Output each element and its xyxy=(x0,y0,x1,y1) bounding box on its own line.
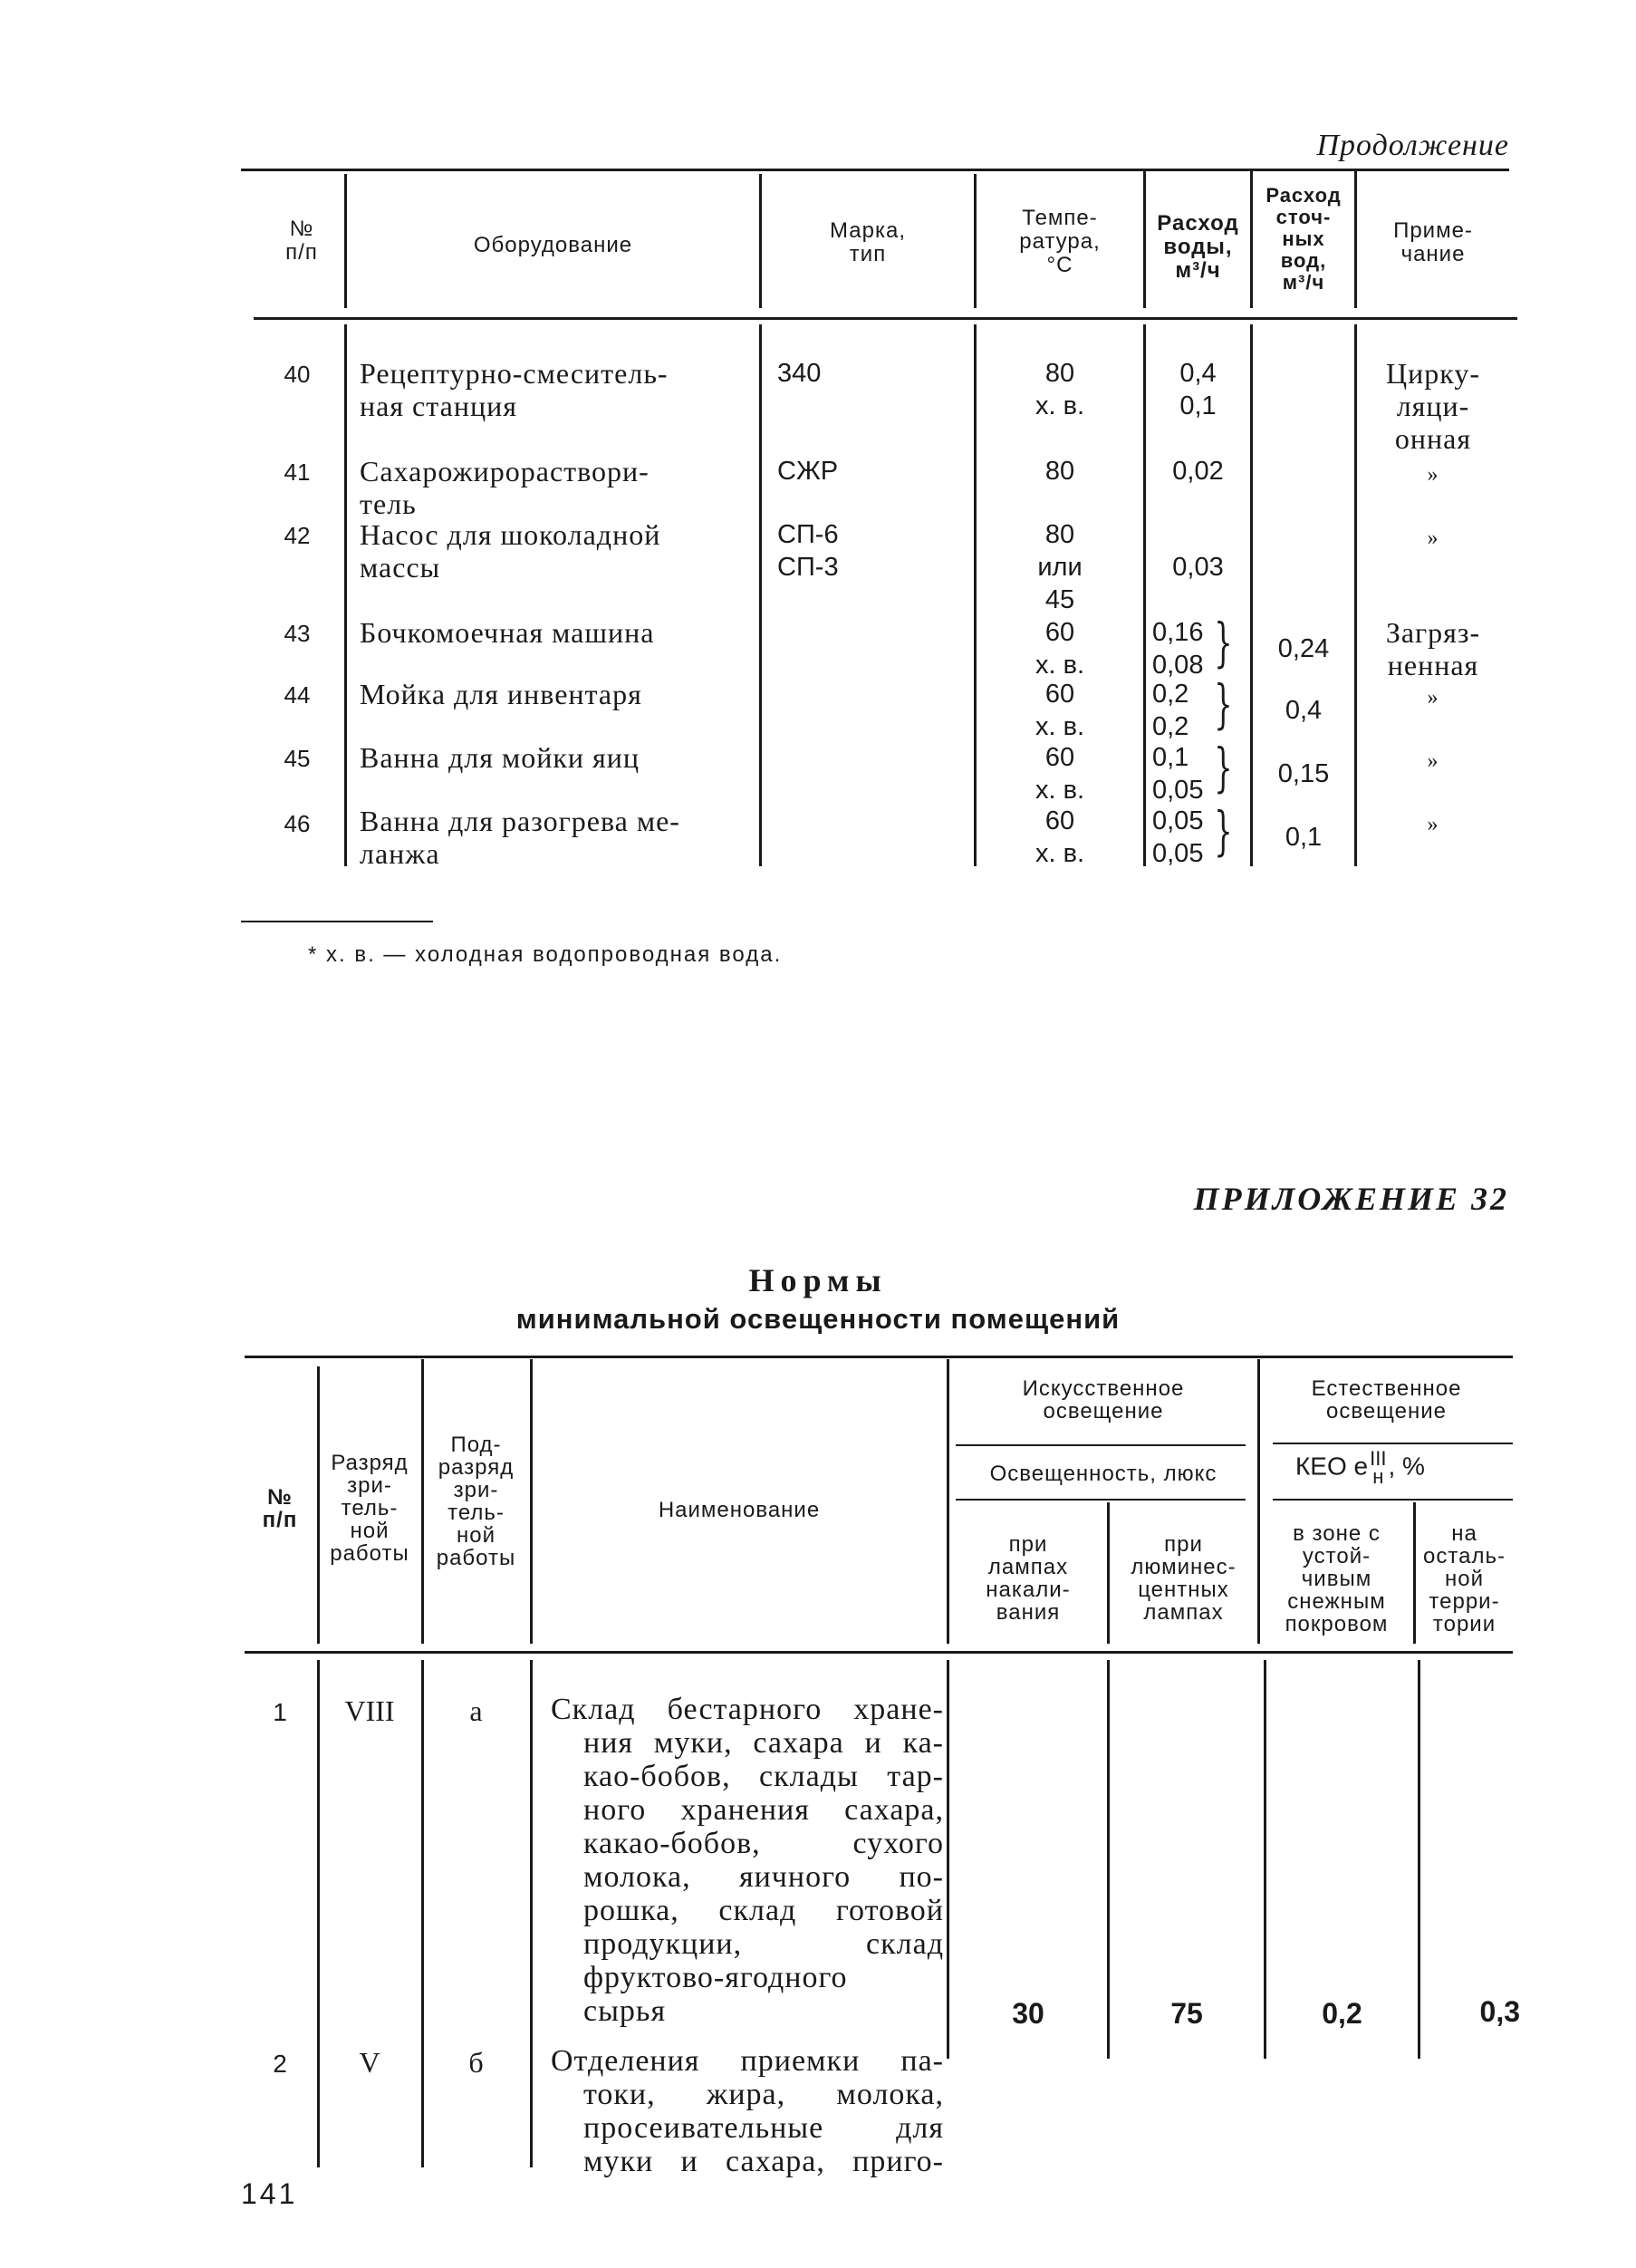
footnote-rule xyxy=(241,921,433,922)
row-number: 43 xyxy=(284,620,311,647)
note-value: Цирку- ляци- онная xyxy=(1386,357,1480,455)
visual-work-rank: VIII xyxy=(344,1694,395,1727)
waste-flow-value: 0,24 xyxy=(1277,634,1330,663)
equipment-brand: 340 xyxy=(777,359,822,388)
table2-top-rule xyxy=(245,1356,1513,1358)
note-value: Загряз- ненная xyxy=(1385,616,1481,681)
equipment-brand: СЖР xyxy=(777,457,839,486)
table1-header-equipment: Оборудование xyxy=(473,233,633,257)
brace-icon: } xyxy=(1214,800,1233,862)
water-flow-value: 0,4 0,1 xyxy=(1179,359,1217,420)
table1-header-brand: Марка, тип xyxy=(830,218,906,266)
waste-flow-value: 0,1 xyxy=(1285,823,1323,852)
row-number: 45 xyxy=(284,745,311,772)
row-number: 1 xyxy=(273,1698,287,1726)
table1-header-water-flow: Расход воды, м³/ч xyxy=(1157,211,1239,283)
keo-label: КЕО е xyxy=(1295,1452,1369,1481)
table2-header-snow-zone: в зоне с устой- чивым снежным покровом xyxy=(1285,1521,1389,1636)
keo-superscript: III xyxy=(1370,1447,1387,1470)
row-number: 44 xyxy=(284,681,311,709)
footnote: * х. в. — холодная водопроводная вода. xyxy=(308,942,783,967)
table2-header-subrank: Под- разряд зри- тель- ной работы xyxy=(436,1433,516,1570)
table2-header-keo xyxy=(1295,1447,1425,1488)
illuminance-fluorescent-value: 75 xyxy=(1170,1997,1203,2030)
temperature-value: 60 х. в. xyxy=(1035,618,1085,680)
note-value: » xyxy=(1427,526,1439,550)
row-number: 2 xyxy=(273,2050,287,2078)
table1-top-rule xyxy=(241,169,1509,171)
temperature-value: 80 х. в. xyxy=(1035,359,1085,420)
room-name: Отделения приемки па- токи, жира, молока, просеивательные для муки и сахара, приго- xyxy=(551,2044,944,2178)
table1-header-waste-flow: Расход сточ- ных вод, м³/ч xyxy=(1265,184,1342,294)
row-number: 46 xyxy=(284,810,311,837)
table2-header-incandescent: при лампах накали- вания xyxy=(986,1532,1071,1625)
water-flow-value: 0,1 0,05 xyxy=(1152,743,1204,805)
table2-header-num: № п/п xyxy=(262,1485,298,1532)
keo-other-territory-value: 0,3 xyxy=(1479,1995,1520,2028)
table2-title: Нормы xyxy=(748,1262,888,1298)
table2-subtitle: минимальной освещенности помещений xyxy=(515,1303,1121,1335)
note-value: » xyxy=(1427,749,1439,773)
waste-flow-value: 0,4 xyxy=(1285,696,1323,725)
brace-icon: } xyxy=(1214,737,1233,798)
table2-header-rule xyxy=(245,1651,1513,1654)
note-value: » xyxy=(1427,463,1439,487)
visual-work-subrank: б xyxy=(468,2046,484,2079)
temperature-value: 60 х. в. xyxy=(1035,743,1085,805)
water-flow-value: 0,03 xyxy=(1172,553,1224,582)
visual-work-rank: V xyxy=(359,2046,380,2079)
water-flow-value: 0,02 xyxy=(1172,457,1224,486)
room-name: Склад бестарного хране- ния муки, сахара и ка- као-бобов, склады тар- ного хранения сахара, какао-бобов, сухого молока, яичного по- рошка, склад готовой продукции, склад фруктово-ягодного сырья xyxy=(551,1693,944,2028)
equipment-name: Рецептурно-смеситель- ная станция xyxy=(360,357,669,422)
table2-header-other-territory: на осталь- ной терри- тории xyxy=(1423,1521,1506,1636)
note-value: » xyxy=(1427,686,1439,709)
equipment-name: Ванна для мойки яиц xyxy=(360,741,640,774)
temperature-value: 80 xyxy=(1044,457,1075,486)
water-flow-value: 0,05 0,05 xyxy=(1152,806,1204,868)
temperature-value: 60 х. в. xyxy=(1035,680,1085,741)
brace-icon: } xyxy=(1214,612,1233,673)
keo-snow-zone-value: 0,2 xyxy=(1322,1997,1362,2030)
water-flow-value: 0,2 0,2 xyxy=(1152,680,1189,741)
note-value: » xyxy=(1427,813,1439,836)
table1-header-temperature: Темпе- ратура, °С xyxy=(1019,206,1101,277)
equipment-name: Бочкомоечная машина xyxy=(360,616,655,649)
equipment-name: Сахарожирораствори- тель xyxy=(360,455,650,520)
temperature-value: 80 или 45 xyxy=(1037,520,1083,614)
table2-header-fluorescent: при люминес- центных лампах xyxy=(1131,1532,1237,1625)
table1-header-num: № п/п xyxy=(285,217,318,265)
table2-header-name: Наименование xyxy=(658,1498,821,1522)
temperature-value: 60 х. в. xyxy=(1035,806,1085,868)
continuation-label: Продолжение xyxy=(1316,129,1509,162)
table2-header-natural: Естественное освещение xyxy=(1311,1376,1462,1424)
visual-work-subrank: а xyxy=(469,1694,483,1727)
equipment-name: Мойка для инвентаря xyxy=(360,678,642,710)
equipment-name: Ванна для разогрева ме- ланжа xyxy=(360,805,680,870)
equipment-brand: СП-6 СП-3 xyxy=(777,520,839,582)
keo-subscript: н xyxy=(1372,1465,1384,1488)
table1-header-rule xyxy=(254,317,1517,320)
waste-flow-value: 0,15 xyxy=(1277,759,1330,788)
table2-header-artificial: Искусственное освещение xyxy=(1022,1376,1185,1424)
table2-header-illuminance: Освещенность, люкс xyxy=(989,1462,1217,1486)
table2-header-rank: Разряд зри- тель- ной работы xyxy=(330,1451,409,1566)
row-number: 42 xyxy=(284,522,311,549)
brace-icon: } xyxy=(1214,673,1233,735)
equipment-name: Насос для шоколадной массы xyxy=(360,518,661,584)
page-number: 141 xyxy=(241,2177,298,2210)
appendix-label: ПРИЛОЖЕНИЕ 32 xyxy=(1193,1181,1509,1217)
keo-unit: , % xyxy=(1388,1452,1425,1481)
table1-header-note: Приме- чание xyxy=(1393,218,1473,266)
illuminance-incandescent-value: 30 xyxy=(1012,1997,1044,2030)
row-number: 41 xyxy=(284,458,311,486)
row-number: 40 xyxy=(284,361,311,388)
water-flow-value: 0,16 0,08 xyxy=(1152,618,1204,680)
